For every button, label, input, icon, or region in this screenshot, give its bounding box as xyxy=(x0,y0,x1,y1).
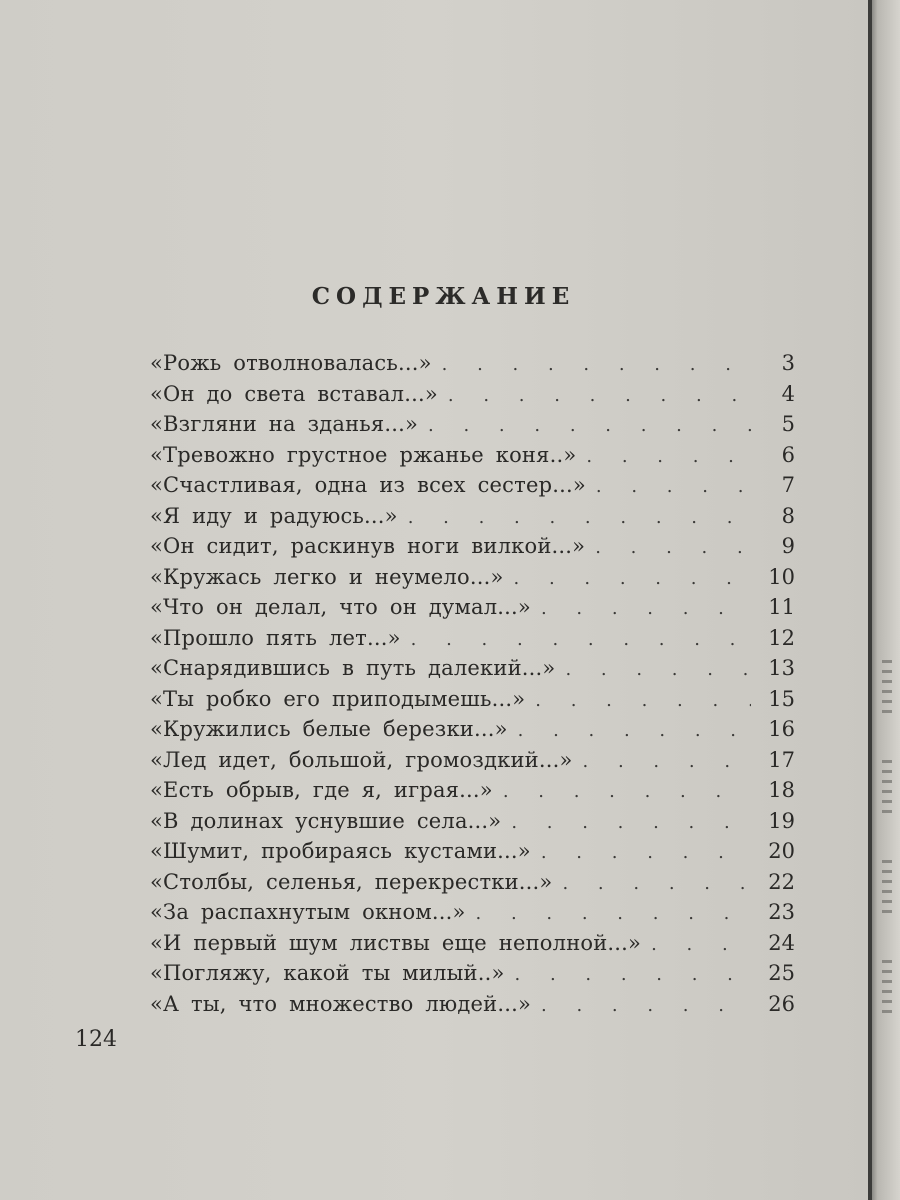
toc-entry xyxy=(150,961,795,992)
toc-entry-title: «А ты, что множество людей...» xyxy=(150,991,532,1016)
toc-entry-title: «Рожь отволновалась...» xyxy=(150,351,432,375)
toc-entry-title: «За распахнутым окном...» xyxy=(150,900,466,924)
dot-leader xyxy=(596,476,751,497)
dot-leader xyxy=(503,781,751,802)
toc-entry-title: «Кружились белые березки...» xyxy=(150,717,508,741)
page-title xyxy=(0,283,760,310)
toc-entry-page-number: 10 xyxy=(768,564,795,589)
toc-entry xyxy=(150,443,795,474)
dot-leader xyxy=(442,354,751,375)
toc-entry-page-number: 17 xyxy=(768,747,795,772)
toc-entry xyxy=(150,839,795,870)
dot-leader xyxy=(448,385,751,406)
dot-leader xyxy=(408,507,751,528)
toc-entry-page-number: 26 xyxy=(768,991,795,1016)
toc-entry-page-number: 12 xyxy=(768,625,795,650)
toc-entry-page-number: 18 xyxy=(768,778,795,802)
toc-entry-page-number: 22 xyxy=(768,869,795,894)
toc-entry-page-number: 23 xyxy=(768,900,795,924)
dot-leader xyxy=(586,446,751,467)
toc-entry xyxy=(150,656,795,687)
toc-entry xyxy=(150,717,795,748)
toc-entry-title: «Погляжу, какой ты милый..» xyxy=(150,961,505,985)
dot-leader xyxy=(428,415,751,436)
dot-leader xyxy=(583,751,751,772)
toc-entry xyxy=(150,778,795,809)
toc-entry xyxy=(150,595,795,626)
toc-entry-page-number: 7 xyxy=(781,473,795,497)
toc-entry-title: «Счастливая, одна из всех сестер...» xyxy=(150,473,586,497)
toc-entry-page-number: 5 xyxy=(781,412,795,436)
dot-leader xyxy=(411,629,751,650)
dot-leader xyxy=(541,598,751,619)
toc-entry-title: «Есть обрыв, где я, играя...» xyxy=(150,778,493,802)
adjacent-page-edge xyxy=(868,0,900,1200)
toc-entry-title: «Ты робко его приподымешь...» xyxy=(150,686,526,711)
toc-entry-title: «Столбы, селенья, перекрестки...» xyxy=(150,869,553,894)
toc-entry-title: «Лед идет, большой, громоздкий...» xyxy=(150,747,573,772)
toc-entry xyxy=(150,504,795,535)
toc-entry-title: «Он сидит, раскинув ноги вилкой...» xyxy=(150,534,586,558)
toc-entry xyxy=(150,565,795,596)
toc-entry xyxy=(150,992,795,1023)
table-of-contents xyxy=(150,351,795,1022)
toc-entry xyxy=(150,473,795,504)
toc-entry-page-number: 6 xyxy=(781,442,795,467)
toc-entry-title: «И первый шум листвы еще неполной...» xyxy=(150,930,642,955)
dot-leader xyxy=(514,568,752,589)
toc-entry xyxy=(150,748,795,779)
dot-leader xyxy=(518,720,751,741)
dot-leader xyxy=(565,659,751,680)
dot-leader xyxy=(541,995,751,1016)
toc-entry-page-number: 20 xyxy=(768,839,795,863)
toc-entry-page-number: 11 xyxy=(768,595,795,619)
toc-entry-page-number: 13 xyxy=(768,656,795,680)
toc-entry-title: «Снарядившись в путь далекий...» xyxy=(150,656,556,680)
dot-leader xyxy=(651,934,751,955)
toc-entry-page-number: 19 xyxy=(768,808,795,833)
toc-entry xyxy=(150,626,795,657)
page-title-text: СОДЕРЖАНИЕ xyxy=(311,283,576,310)
dot-leader xyxy=(541,842,751,863)
toc-entry xyxy=(150,382,795,413)
page-gutter-shadow xyxy=(868,0,872,1200)
toc-entry xyxy=(150,870,795,901)
toc-entry-page-number: 8 xyxy=(781,503,795,528)
dot-leader xyxy=(515,964,752,985)
dot-leader xyxy=(535,690,751,711)
toc-entry-title: «Кружась легко и неумело...» xyxy=(150,564,504,589)
toc-entry-title: «Взгляни на зданья...» xyxy=(150,412,419,436)
dot-leader xyxy=(595,537,751,558)
toc-entry-page-number: 24 xyxy=(768,930,795,955)
toc-entry-page-number: 3 xyxy=(781,351,795,375)
toc-entry xyxy=(150,687,795,718)
toc-entry xyxy=(150,809,795,840)
toc-entry-title: «Он до света вставал...» xyxy=(150,381,438,406)
toc-entry-page-number: 4 xyxy=(781,381,795,406)
toc-entry xyxy=(150,351,795,382)
toc-entry-title: «Тревожно грустное ржанье коня..» xyxy=(150,442,577,467)
page-number: 124 xyxy=(75,1027,117,1052)
toc-entry-title: «Я иду и радуюсь...» xyxy=(150,503,398,528)
toc-entry xyxy=(150,900,795,931)
toc-entry-page-number: 25 xyxy=(768,961,795,985)
toc-entry-title: «Прошло пять лет...» xyxy=(150,625,401,650)
adjacent-page-text-bleed xyxy=(882,860,892,920)
dot-leader xyxy=(476,903,751,924)
toc-entry-page-number: 16 xyxy=(768,717,795,741)
toc-entry-page-number: 9 xyxy=(781,534,795,558)
adjacent-page-text-bleed xyxy=(882,760,892,820)
adjacent-page-text-bleed xyxy=(882,660,892,720)
toc-entry xyxy=(150,412,795,443)
dot-leader xyxy=(562,873,751,894)
adjacent-page-text-bleed xyxy=(882,960,892,1020)
toc-entry-title: «В долинах уснувшие села...» xyxy=(150,808,502,833)
toc-entry xyxy=(150,931,795,962)
dot-leader xyxy=(511,812,751,833)
toc-entry-title: «Что он делал, что он думал...» xyxy=(150,595,531,619)
toc-entry-page-number: 15 xyxy=(768,686,795,711)
toc-entry-title: «Шумит, пробираясь кустами...» xyxy=(150,839,531,863)
toc-entry xyxy=(150,534,795,565)
